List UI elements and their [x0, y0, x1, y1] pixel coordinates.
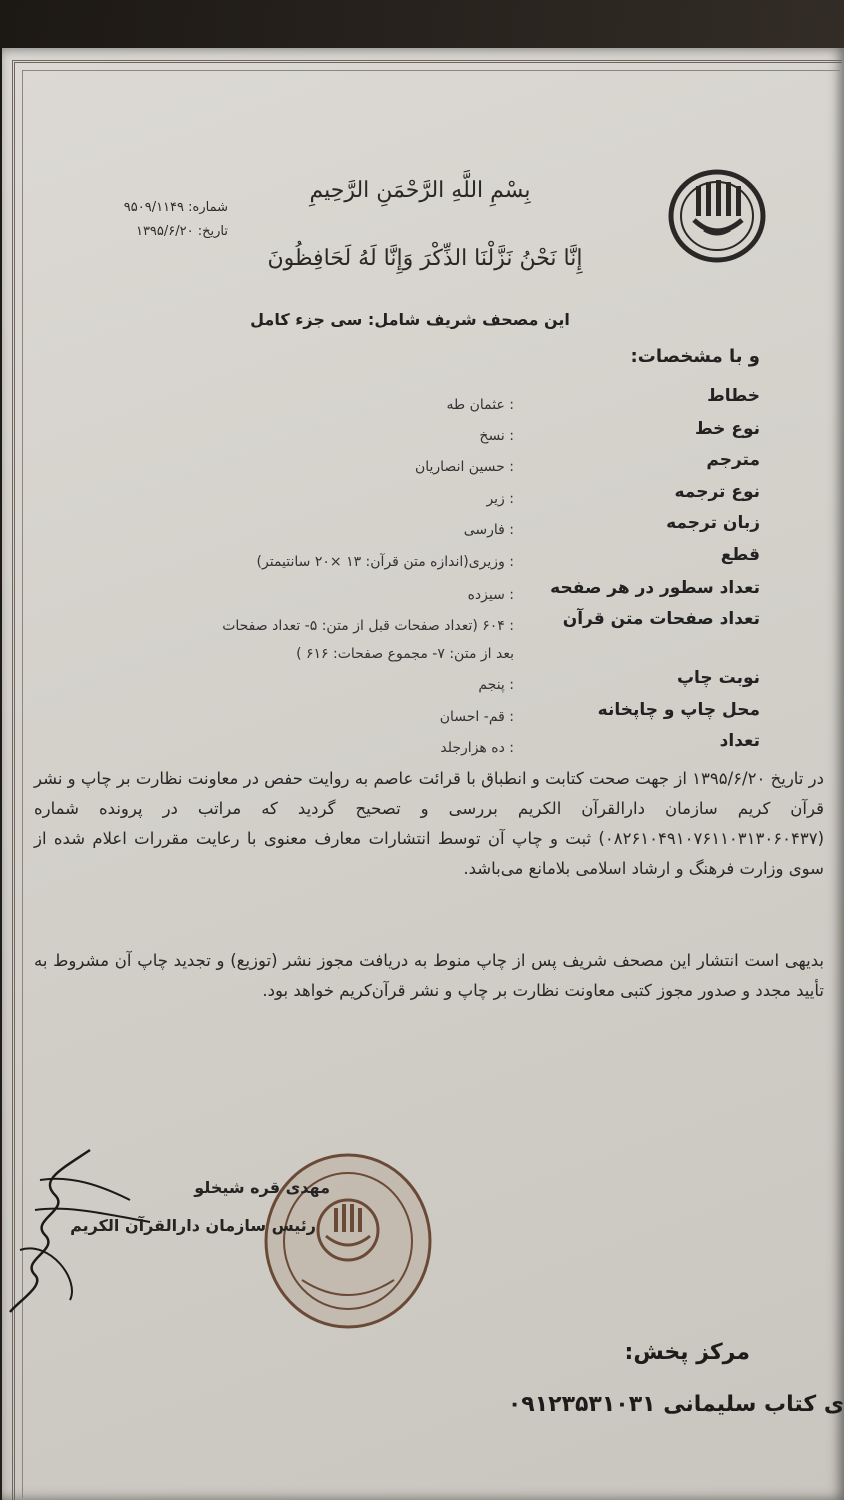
spec-value-translator: : حسین انصاریان: [414, 459, 514, 475]
spec-label-lines-per-page: تعداد سطور در هر صفحه: [550, 578, 760, 598]
spec-label-translation-type: نوع ترجمه: [674, 482, 760, 502]
bismillah: بِسْمِ اللَّهِ الرَّحْمَنِ الرَّحِيمِ: [309, 178, 531, 203]
quran-verse: إِنَّا نَحْنُ نَزَّلْنَا الذِّكْرَ وَإِنَّا لَهُ لَحَافِظُونَ: [267, 246, 583, 271]
spec-value-page-count: : ۶۰۴ (تعداد صفحات قبل از متن: ۵- تعداد صفحات: [222, 618, 514, 634]
spec-label-script: نوع خط: [694, 419, 760, 439]
organization-logo-icon: [666, 168, 768, 264]
spec-value-format: : وزیری(اندازه متن قرآن: ۱۳ ×۲۰ سانتیمتر): [256, 554, 514, 570]
spec-value-translation-type: : زیر: [486, 491, 514, 507]
specs-heading: و با مشخصات:: [630, 346, 760, 367]
spec-label-print-run: نوبت چاپ: [676, 668, 760, 688]
spec-label-format: قطع: [720, 545, 760, 565]
spec-value-translation-language: : فارسی: [463, 522, 514, 538]
subtitle: این مصحف شریف شامل: سی جزء کامل: [250, 310, 570, 329]
spec-label-calligrapher: خطاط: [707, 386, 760, 406]
spec-value-quantity: : ده هزارجلد: [440, 740, 514, 756]
spec-value-lines-per-page: : سیزده: [467, 587, 514, 603]
spec-value-calligrapher: : عثمان طه: [446, 397, 514, 413]
reference-block: [88, 196, 228, 244]
spec-value-print-location: : قم- احسان: [439, 709, 514, 725]
signatory-title: رئیس سازمان دارالقرآن الکریم: [70, 1216, 316, 1235]
distribution-contact: ی کتاب سلیمانی ۰۹۱۲۳۵۳۱۰۳۱: [507, 1392, 844, 1417]
spec-label-translation-language: زبان ترجمه: [666, 513, 760, 533]
spec-label-page-count: تعداد صفحات متن قرآن: [562, 609, 760, 629]
document-date: تاریخ: ۱۳۹۵/۶/۲۰: [135, 224, 228, 239]
spec-label-print-location: محل چاپ و چاپخانه: [597, 700, 760, 720]
approval-paragraph: در تاریخ ۱۳۹۵/۶/۲۰ از جهت صحت کتابت و انطباق با قرائت عاصم به روایت حفص در معاونت نظارت بر چاپ و نشر قرآن کریم سازمان دارالقرآن الکریم بررسی و تصحیح گردید که مراتب در پرونده شماره (۰۸۲۶۱۰۴۹۱۰۷۶۱۱۰۳۱۳۰۶۰۴۳۷) ثبت و چاپ آن توسط انتشارات معارف معنوی با رعایت مقررات اعلام شده از سوی وزارت فرهنگ و ارشاد اسلامی بلامانع می‌باشد.: [34, 769, 824, 878]
spec-label-translator: مترجم: [706, 450, 760, 470]
document-number: شماره: ۹۵۰۹/۱۱۴۹: [123, 200, 228, 215]
spec-value-print-run: : پنجم: [478, 677, 514, 693]
spec-value-page-count-continued: بعد از متن: ۷- مجموع صفحات: ۶۱۶ ): [296, 646, 514, 662]
conditions-paragraph: بدیهی است انتشار این مصحف شریف پس از چاپ منوط به دریافت مجوز نشر (توزیع) و تجدید چاپ آن مشروط به تأیید مجدد و صدور مجوز کتبی معاونت نظارت بر چاپ و نشر قرآن‌کریم خواهد بود.: [34, 951, 824, 1000]
spec-label-quantity: تعداد: [719, 731, 760, 751]
spec-value-script: : نسخ: [479, 428, 514, 444]
distribution-label: مرکز پخش:: [624, 1340, 750, 1365]
signatory-name: مهدی قره شیخلو: [194, 1178, 330, 1197]
